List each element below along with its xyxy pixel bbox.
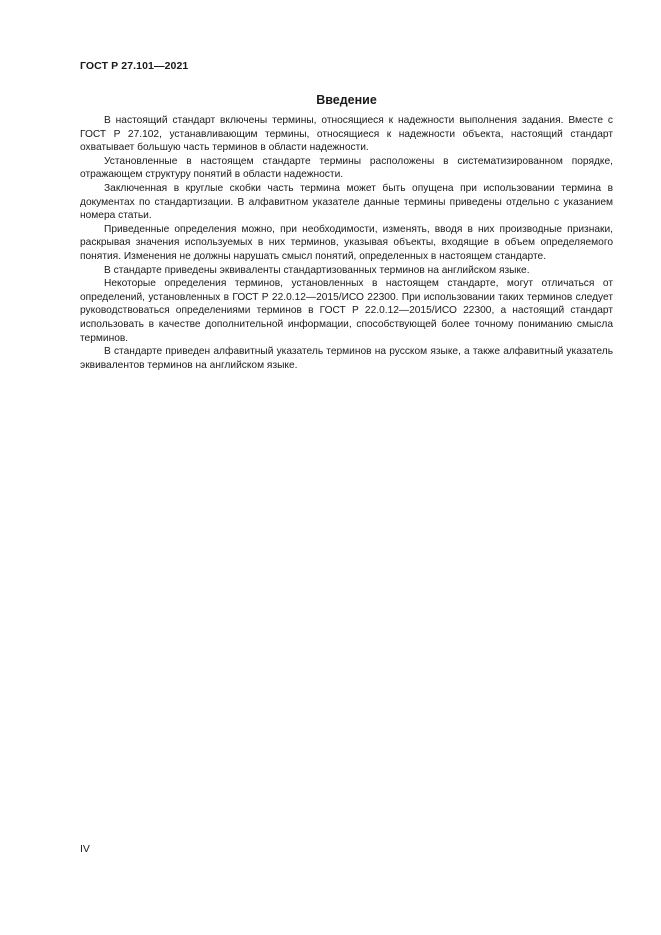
paragraph: В стандарте приведены эквиваленты стандартизованных терминов на английском языке. (104, 264, 530, 276)
paragraph: Некоторые определения терминов, установленных в настоящем стандарте, могут отличаться от определений, установленных в ГОСТ Р 22.0.12—2015/ИСО 22300. При использовании таких терминов следует руководствоваться определениями терминов в ГОСТ Р 22.0.12—2015/ИСО 22300, а настоящий стандарт использовать в качестве дополнительной информации, способствующей более точному пониманию смысла терминов. (80, 278, 613, 344)
document-number-header: ГОСТ Р 27.101—2021 (80, 60, 189, 72)
page-number: IV (80, 843, 90, 855)
paragraph: Заключенная в круглые скобки часть термина может быть опущена при использовании термина в документах по стандартизации. В алфавитном указателе данные термины приведены отдельно с указанием номера статьи. (80, 182, 613, 222)
paragraph: Приведенные определения можно, при необходимости, изменять, вводя в них производные признаки, раскрывая значения используемых в них терминов, указывая объекты, входящие в объем определяемого понятия. Изменения не должны нарушать смысл понятий, определенных в настоящем стандарте. (80, 223, 613, 262)
paragraph: В стандарте приведен алфавитный указатель терминов на русском языке, а также алфавитный указатель эквивалентов терминов на английском языке. (80, 346, 613, 371)
paragraph: В настоящий стандарт включены термины, относящиеся к надежности выполнения задания. Вместе с ГОСТ Р 27.102, устанавливающим термины, относящиеся к надежности объекта, настоящий стандарт охватывает большую часть терминов в области надежности. (80, 115, 613, 154)
section-title: Введение (316, 93, 377, 107)
body-text (80, 114, 613, 372)
paragraph: Установленные в настоящем стандарте термины расположены в систематизированном порядке, отражающем структуру понятий в области надежности. (80, 155, 613, 181)
